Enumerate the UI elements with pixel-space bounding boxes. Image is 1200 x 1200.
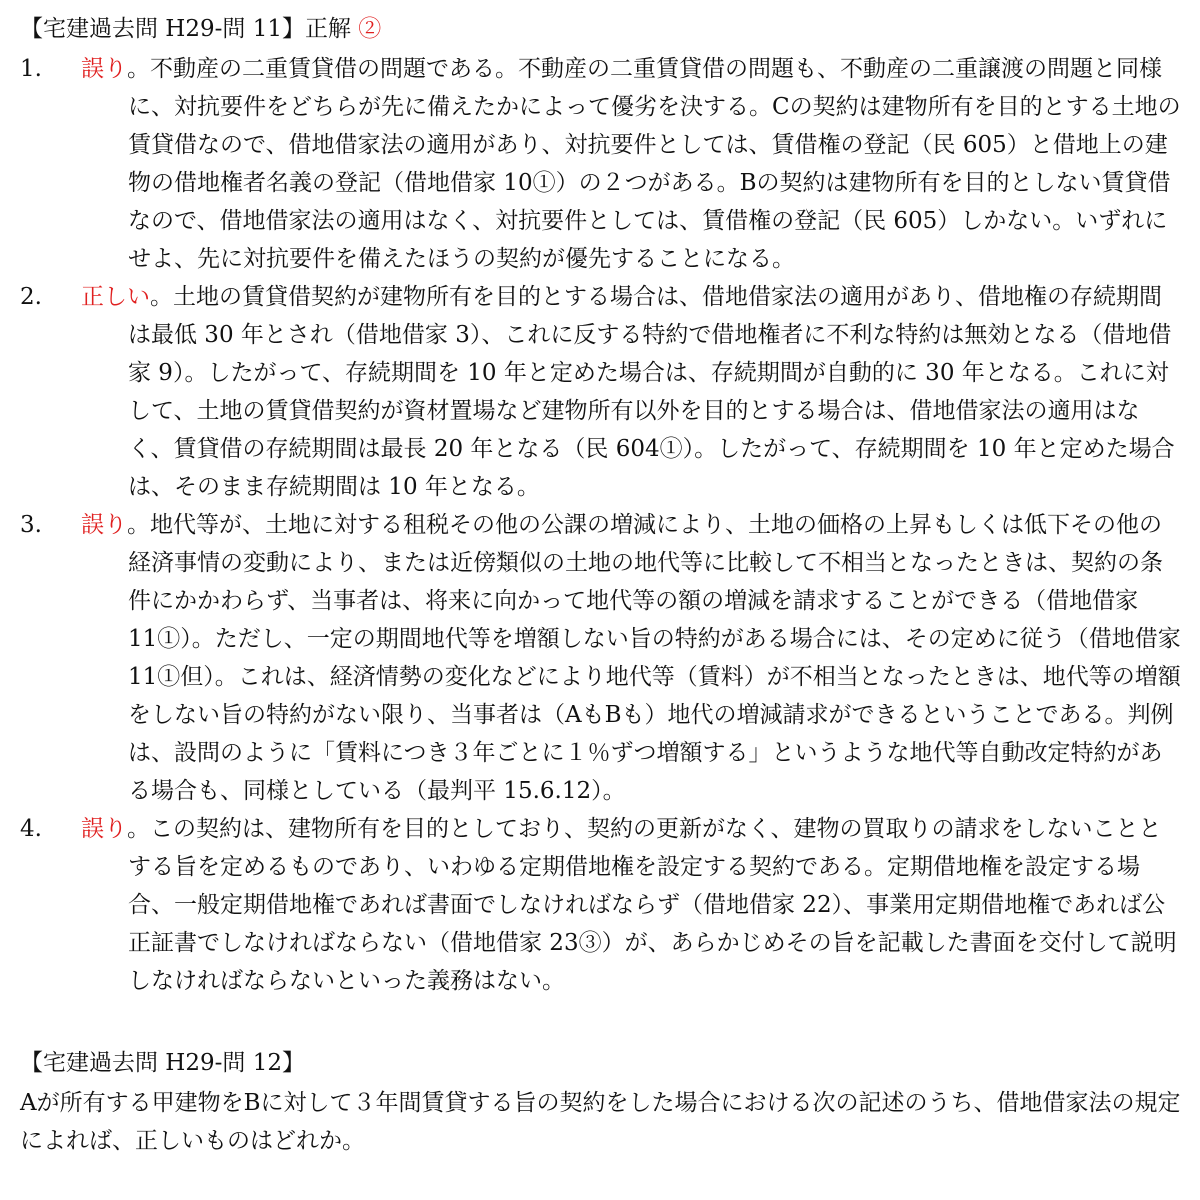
item-number: 2. [20, 284, 42, 310]
explanation-item-3 [20, 506, 1182, 810]
explanation-item-4 [20, 810, 1182, 1000]
item-text: 。この契約は、建物所有を目的としており、契約の更新がなく、建物の買取りの請求をしないこととする旨を定めるものであり、いわゆる定期借地権を設定する契約である。定期借地権を設定する場合、一般定期借地権であれば書面でしなければならず（借地借家 22）、事業用定期借地権であれば公正証書でしなければならない（借地借家 23③）が、あらかじめその旨を記載した書面を交付して説明しなければならないといった義務はない。 [127, 816, 1177, 994]
item-text: 。土地の賃貸借契約が建物所有を目的とする場合は、借地借家法の適用があり、借地権の存続期間は最低 30 年とされ（借地借家 3）、これに反する特約で借地権者に不利な特約は無効となる（借地借家 9）。したがって、存続期間を 10 年と定めた場合は、存続期間が自動的に 30 年となる。これに対して、土地の賃貸借契約が資材置場など建物所有以外を目的とする場合は、借地借家法の適用はなく、賃貸借の存続期間は最長 20 年となる（民 604①）。したがって、存続期間を 10 年と定めた場合は、そのまま存続期間は 10 年となる。 [128, 284, 1175, 500]
item-verdict: 誤り [81, 56, 127, 82]
correct-answer-mark: ② [358, 16, 382, 42]
explanation-item-2 [20, 278, 1182, 506]
item-number: 4. [20, 816, 42, 842]
item-verdict: 正しい [81, 284, 150, 310]
section-spacer [20, 1000, 1182, 1044]
item-verdict: 誤り [81, 512, 127, 538]
next-question-text: Aが所有する甲建物をBに対して３年間賃貸する旨の契約をした場合における次の記述のうち、借地借家法の規定によれば、正しいものはどれか。 [20, 1090, 1181, 1154]
item-text: 。地代等が、土地に対する租税その他の公課の増減により、土地の価格の上昇もしくは低下その他の経済事情の変動により、または近傍類似の土地の地代等に比較して不相当となったときは、契約の条件にかかわらず、当事者は、将来に向かって地代等の額の増減を請求することができる（借地借家 11①）。ただし、一定の期間地代等を増額しない旨の特約がある場合には、その定めに従う（借地借家 11①但）。これは、経済情勢の変化などにより地代等（賃料）が不相当となったときは、地代等の増額をしない旨の特約がない限り、当事者は（AもBも）地代の増減請求ができるということである。判例は、設問のように「賃料につき３年ごとに１％ずつ増額する」というような地代等自動改定特約がある場合も、同様としている（最判平 15.6.12）。 [127, 512, 1181, 804]
answer-heading-title: 【宅建過去問 H29-問 11】正解 [20, 16, 351, 42]
next-question-heading: 【宅建過去問 H29-問 12】 [20, 1050, 305, 1076]
answer-heading [20, 10, 1182, 48]
item-verdict: 誤り [81, 816, 127, 842]
item-text: 。不動産の二重賃貸借の問題である。不動産の二重賃貸借の問題も、不動産の二重譲渡の問題と同様に、対抗要件をどちらが先に備えたかによって優劣を決する。Cの契約は建物所有を目的とする土地の賃貸借なので、借地借家法の適用があり、対抗要件としては、賃借権の登記（民 605）と借地上の建物の借地権者名義の登記（借地借家 10①）の２つがある。Bの契約は建物所有を目的としない賃貸借なので、借地借家法の適用はなく、対抗要件としては、賃借権の登記（民 605）しかない。いずれにせよ、先に対抗要件を備えたほうの契約が優先することになる。 [127, 56, 1181, 272]
explanation-item-1 [20, 50, 1182, 278]
explanation-list [20, 50, 1182, 1000]
item-number: 3. [20, 512, 42, 538]
item-number: 1. [20, 56, 42, 82]
